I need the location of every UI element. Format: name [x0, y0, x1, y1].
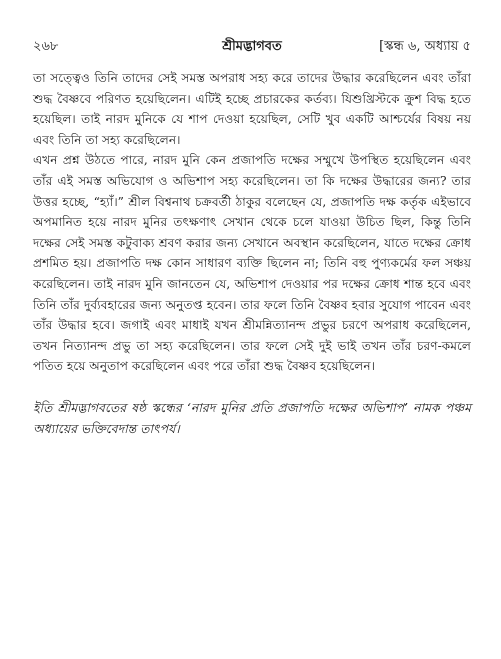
- page-number: ২৬৮: [33, 39, 59, 54]
- chapter-colophon: ইতি শ্রীমদ্ভাগবতের ষষ্ঠ স্কন্ধের ‘নারদ মুনির প্রতি প্রজাপতি দক্ষের অভিশাপ’ নামক পঞ্চম অধ্যায়ের ভক্তিবেদান্ত তাৎপর্য।: [33, 399, 471, 436]
- paragraph: এখন প্রশ্ন উঠতে পারে, নারদ মুনি কেন প্রজাপতি দক্ষের সম্মুখে উপস্থিত হয়েছিলেন এবং তাঁর এই সমস্ত অভিযোগ ও অভিশাপ সহ্য করেছিলেন। তা কি দক্ষের উদ্ধারের জন্য? তার উত্তর হচ্ছে, “হ্যাঁ।” শ্রীল বিশ্বনাথ চক্রবর্তী ঠাকুর বলেছেন যে, প্রজাপতি দক্ষ কর্তৃক এইভাবে অপমানিত হয়ে নারদ মুনির তৎক্ষণাৎ সেখান থেকে চলে যাওয়া উচিত ছিল, কিন্তু তিনি দক্ষের সেই সমস্ত কটুবাক্য শ্রবণ করার জন্য সেখানে অবস্থান করেছিলেন, যাতে দক্ষের ক্রোধ প্রশমিত হয়। প্রজাপতি দক্ষ কোন সাধারণ ব্যক্তি ছিলেন না; তিনি বহু পুণ্যকর্মের ফল সঞ্চয় করেছিলেন। তাই নারদ মুনি জানতেন যে, অভিশাপ দেওয়ার পর দক্ষের ক্রোধ শান্ত হবে এবং তিনি তাঁর দুর্ব্যবহারের জন্য অনুতপ্ত হবেন। তার ফলে তিনি বৈষ্ণব হবার সুযোগ পাবেন এবং তাঁর উদ্ধার হবে। জগাই এবং মাধাই যখন শ্রীমন্নিত্যানন্দ প্রভুর চরণে অপরাধ করেছিলেন, তখন নিত্যানন্দ প্রভু তা সহ্য করেছিলেন। তার ফলে সেই দুই ভাই তখন তাঁর চরণ-কমলে পতিত হয়ে অনুতাপ করেছিলেন এবং পরে তাঁরা শুদ্ধ বৈষ্ণব হয়েছিলেন।: [33, 153, 471, 374]
- body-text: [33, 68, 471, 377]
- running-title: শ্রীমদ্ভাগবত: [222, 39, 282, 54]
- paragraph: তা সত্ত্বেও তিনি তাদের সেই সমস্ত অপরাধ সহ্য করে তাদের উদ্ধার করেছিলেন এবং তাঁরা শুদ্ধ বৈষ্ণবে পরিণত হয়েছিলেন। এটিই হচ্ছে প্রচারকের কর্তব্য। যিশুখ্রিস্টকে ক্রুশ বিদ্ধ হতে হয়েছিল। তাই নারদ মুনিকে যে শাপ দেওয়া হয়েছিল, সেটি খুব একটি আশ্চর্যের বিষয় নয় এবং তিনি তা সহ্য করেছিলেন।: [33, 71, 471, 147]
- page-header: [33, 36, 471, 58]
- section-reference: [স্কন্ধ ৬, অধ্যায় ৫: [379, 39, 471, 54]
- book-page: [33, 36, 471, 451]
